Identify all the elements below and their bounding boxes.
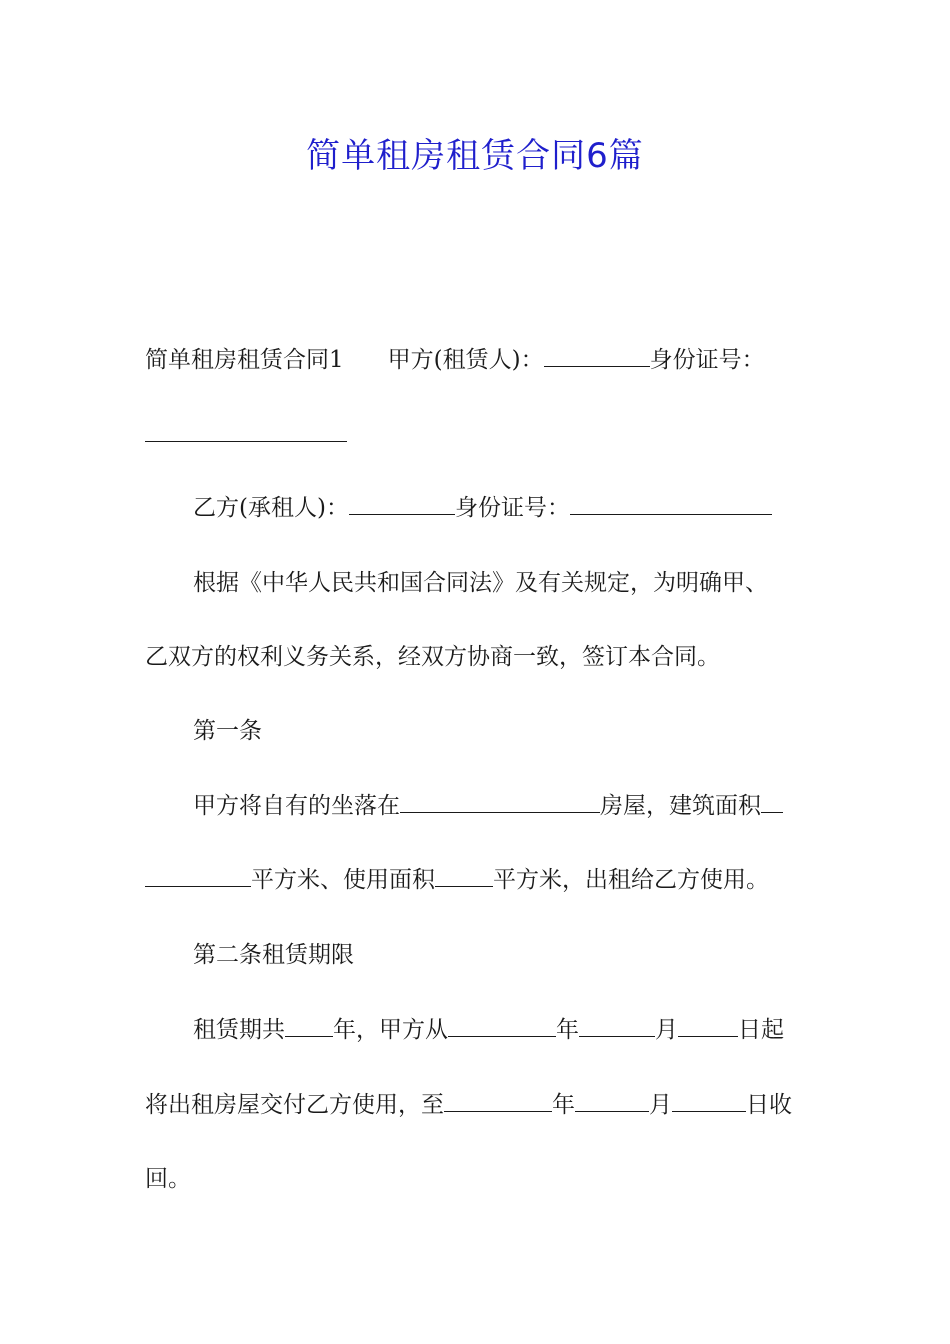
party-b-id-blank [570, 492, 772, 515]
start-month-blank [579, 1014, 655, 1037]
term-line-1 [193, 1014, 784, 1046]
basis-line-1: 根据《中华人民共和国合同法》及有关规定，为明确甲、 [193, 570, 768, 596]
usable-area-blank [435, 864, 493, 887]
party-a-id-label: 身份证号： [649, 347, 765, 373]
end-month-blank [575, 1089, 649, 1112]
end-day-blank [672, 1089, 746, 1112]
intro-line [145, 344, 765, 376]
article-1-line-1 [193, 790, 783, 822]
building-area-blank [145, 864, 251, 887]
basis-line-2: 乙双方的权利义务关系，经双方协商一致，签订本合同。 [145, 644, 720, 670]
handover-text: 将出租房屋交付乙方使用，至 [145, 1092, 444, 1118]
party-b-line [193, 492, 772, 524]
start-year-unit: 年 [556, 1017, 579, 1043]
building-area-label: 房屋，建筑面积 [600, 793, 761, 819]
term-years-blank [285, 1014, 333, 1037]
document-title: 简单租房租赁合同6篇 [306, 136, 644, 176]
location-label: 甲方将自有的坐落在 [193, 793, 400, 819]
location-blank [400, 790, 600, 813]
start-label: 年，甲方从 [333, 1017, 448, 1043]
article-2-heading: 第二条租赁期限 [193, 942, 354, 968]
start-month-unit: 月 [655, 1017, 678, 1043]
term-line-2 [145, 1089, 792, 1121]
start-day-blank [678, 1014, 738, 1037]
party-a-label: 甲方(租赁人)： [387, 347, 544, 373]
lease-to-b-text: 平方米，出租给乙方使用。 [493, 867, 769, 893]
start-day-unit: 日起 [738, 1017, 784, 1043]
start-year-blank [448, 1014, 556, 1037]
intro-heading: 简单租房租赁合同1 [145, 347, 344, 373]
term-line-3: 回。 [145, 1166, 191, 1192]
party-a-id-blank [145, 441, 347, 442]
party-b-name-blank [349, 492, 455, 515]
party-a-name-blank [544, 344, 650, 367]
end-year-unit: 年 [552, 1092, 575, 1118]
end-month-unit: 月 [649, 1092, 672, 1118]
article-1-heading: 第一条 [193, 718, 262, 744]
usable-area-label: 平方米、使用面积 [251, 867, 435, 893]
party-b-label: 乙方(承租人)： [193, 495, 349, 521]
article-1-line-2 [145, 864, 769, 896]
party-b-id-label: 身份证号： [454, 495, 570, 521]
term-label: 租赁期共 [193, 1017, 285, 1043]
building-area-blank-start [761, 790, 783, 813]
end-day-unit: 日收 [746, 1092, 792, 1118]
end-year-blank [444, 1089, 552, 1112]
